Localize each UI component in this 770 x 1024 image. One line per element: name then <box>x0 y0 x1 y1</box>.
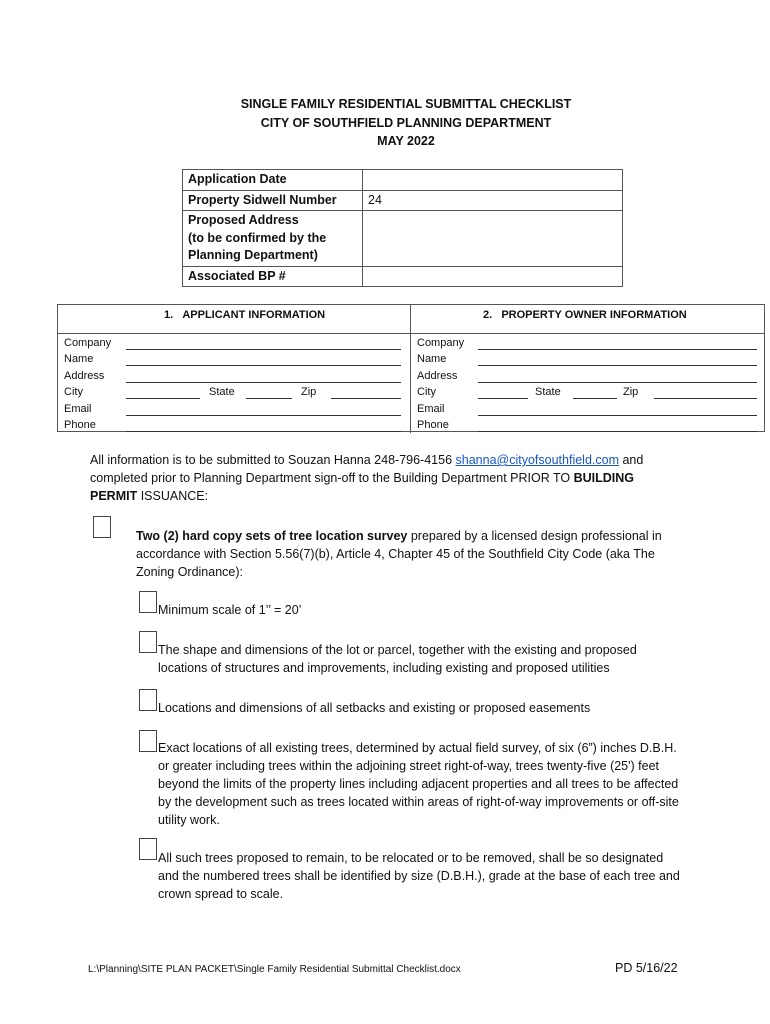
existing-trees-checkbox[interactable] <box>139 730 157 752</box>
footer-file-path: L:\Planning\SITE PLAN PACKET\Single Family Residential Submittal Checklist.docx <box>88 964 461 975</box>
owner-company-input[interactable] <box>478 349 757 350</box>
table-row <box>183 211 623 267</box>
applicant-name-input[interactable] <box>126 365 401 366</box>
applicant-name-label: Name <box>64 353 94 365</box>
associated-bp-value[interactable] <box>368 268 617 285</box>
owner-email-input[interactable] <box>478 415 757 416</box>
intro-text: All information is to be submitted to Souzan Hanna 248-796-4156 <box>90 453 456 467</box>
application-date-value[interactable] <box>368 171 617 188</box>
applicant-address-input[interactable] <box>126 382 401 383</box>
column-divider <box>410 305 411 433</box>
setbacks-checkbox[interactable] <box>139 689 157 711</box>
intro-text: ISSUANCE: <box>137 489 209 503</box>
submission-instructions <box>90 451 670 505</box>
proposed-address-label-line: (to be confirmed by the <box>188 230 327 245</box>
owner-state-label: State <box>535 386 561 398</box>
proposed-address-label <box>183 211 363 267</box>
checklist-item-text: prepared by a licensed design professional in accordance with Section 5.56(7)(b), Article 4, Chapter 45 of the Southfield City Code (aka The Zoning Ordinance): <box>136 529 662 579</box>
applicant-city-label: City <box>64 386 83 398</box>
applicant-zip-input[interactable] <box>331 398 401 399</box>
lot-shape-checkbox[interactable] <box>139 631 157 653</box>
application-info-table <box>182 169 623 287</box>
contact-information-box <box>57 304 765 432</box>
trees-designation-checkbox[interactable] <box>139 838 157 860</box>
applicant-company-label: Company <box>64 337 112 349</box>
sub-item-existing-trees: Exact locations of all existing trees, determined by actual field survey, of six (6”) inches D.B.H. or greater including trees within the adjoining street right-of-way, trees twenty-five (25') feet beyond the limits of the property lines including adjacent properties and all trees to be affected by the development such as trees located within areas of right-of-way improvements or off-site utility work. <box>158 741 679 827</box>
owner-state-input[interactable] <box>573 398 617 399</box>
applicant-state-input[interactable] <box>246 398 292 399</box>
header-divider <box>58 333 764 334</box>
owner-name-input[interactable] <box>478 365 757 366</box>
applicant-email-input[interactable] <box>126 415 401 416</box>
footer-document-code: PD 5/16/22 <box>615 961 678 975</box>
document-title <box>0 95 770 151</box>
contact-email-link[interactable]: shanna@cityofsouthfield.com <box>455 453 619 467</box>
title-line-2: CITY OF SOUTHFIELD PLANNING DEPARTMENT <box>260 115 552 130</box>
owner-email-label: Email <box>417 403 445 415</box>
checklist-item-tree-survey <box>136 527 676 581</box>
applicant-email-label: Email <box>64 403 92 415</box>
sub-item-minimum-scale: Minimum scale of 1’’ = 20’ <box>158 603 302 617</box>
owner-heading: 2. PROPERTY OWNER INFORMATION <box>483 309 687 321</box>
applicant-heading: 1. APPLICANT INFORMATION <box>164 309 326 321</box>
proposed-address-value[interactable] <box>368 212 617 229</box>
sub-item-setbacks: Locations and dimensions of all setbacks and existing or proposed easements <box>158 701 591 715</box>
associated-bp-label: Associated BP # <box>183 266 363 287</box>
owner-zip-label: Zip <box>623 386 639 398</box>
checklist-item-title: Two (2) hard copy sets of tree location survey <box>136 529 408 543</box>
owner-address-input[interactable] <box>478 382 757 383</box>
proposed-address-label-line: Planning Department) <box>188 248 318 262</box>
applicant-phone-label: Phone <box>64 419 96 431</box>
applicant-company-input[interactable] <box>126 349 401 350</box>
owner-address-label: Address <box>417 370 458 382</box>
intro-text: and completed prior to Planning Department sign-off to the Building Department PRIOR TO <box>90 453 644 485</box>
owner-company-label: Company <box>417 337 465 349</box>
applicant-phone-input[interactable] <box>126 431 401 432</box>
proposed-address-label-line: Proposed Address <box>188 213 299 227</box>
sidwell-number-label: Property Sidwell Number <box>183 190 363 211</box>
intro-bold-text: BUILDING PERMIT <box>90 471 635 503</box>
sidwell-number-field[interactable] <box>363 190 623 211</box>
table-row <box>183 170 623 191</box>
owner-phone-label: Phone <box>417 419 449 431</box>
owner-zip-input[interactable] <box>654 398 757 399</box>
title-line-3: MAY 2022 <box>377 134 435 148</box>
table-row <box>183 266 623 287</box>
owner-name-label: Name <box>417 353 447 365</box>
owner-city-input[interactable] <box>478 398 528 399</box>
title-line-1: SINGLE FAMILY RESIDENTIAL SUBMITTAL CHECKLIST <box>240 97 572 111</box>
application-date-field[interactable] <box>363 170 623 191</box>
applicant-state-label: State <box>209 386 235 398</box>
table-row <box>183 190 623 211</box>
application-date-label: Application Date <box>183 170 363 191</box>
sub-item-lot-shape: The shape and dimensions of the lot or parcel, together with the existing and proposed locations of structures and improvements, including existing and proposed utilities <box>158 643 637 675</box>
applicant-address-label: Address <box>64 370 105 382</box>
sidwell-number-value[interactable]: 24 <box>368 192 382 207</box>
owner-city-label: City <box>417 386 436 398</box>
associated-bp-field[interactable] <box>363 266 623 287</box>
owner-phone-input[interactable] <box>478 431 757 432</box>
applicant-city-input[interactable] <box>126 398 200 399</box>
proposed-address-field[interactable] <box>363 211 623 267</box>
sub-item-trees-designation: All such trees proposed to remain, to be relocated or to be removed, shall be so designated and the numbered trees shall be identified by size (D.B.H.), grade at the base of each tree and crown spread to scale. <box>158 851 680 901</box>
applicant-zip-label: Zip <box>301 386 317 398</box>
minimum-scale-checkbox[interactable] <box>139 591 157 613</box>
tree-survey-checkbox[interactable] <box>93 516 111 538</box>
